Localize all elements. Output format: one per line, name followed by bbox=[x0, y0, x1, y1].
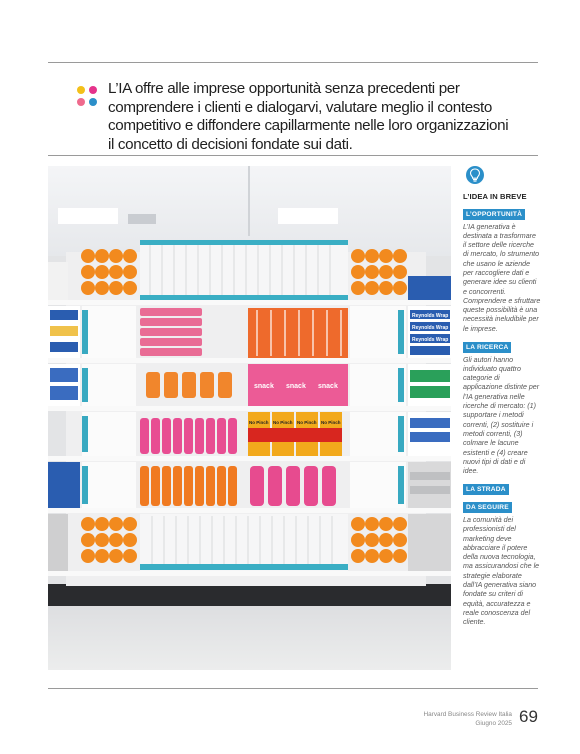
shelf-label-reynolds-2: Reynolds Wrap bbox=[412, 325, 449, 331]
footer-brand bbox=[400, 710, 512, 728]
section-text-path: La comunità dei professionisti del marketing deve abbracciare il potere della nuova tecnologia, ma assicurandosi che le strategie elaborate dall’IA generativa siano fondate su criteri di equità, accuratezza e reale conoscenza del cliente. bbox=[463, 515, 540, 627]
section-tag-research: LA RICERCA bbox=[463, 342, 511, 353]
sidebar-section-opportunity bbox=[463, 201, 541, 334]
section-tag-path-line2: DA SEGUIRE bbox=[463, 502, 512, 513]
section-tag-opportunity: L’OPPORTUNITÀ bbox=[463, 209, 525, 220]
idea-in-brief-sidebar bbox=[463, 166, 541, 627]
shelf-label-reynolds-3: Reynolds Wrap bbox=[412, 337, 449, 343]
footer-issue-date: Giugno 2025 bbox=[475, 720, 512, 727]
sidebar-section-research bbox=[463, 334, 541, 476]
shelf-label-snack-3: snack bbox=[318, 383, 338, 390]
shelf-label-nopinch-4: No Pinch bbox=[321, 420, 341, 425]
section-tag-path-line1: LA STRADA bbox=[463, 484, 509, 495]
bottom-rule bbox=[48, 688, 538, 689]
sidebar-title: L’IDEA IN BREVE bbox=[463, 192, 527, 201]
lightbulb-icon bbox=[466, 166, 484, 184]
store-shelves-photo bbox=[48, 166, 451, 670]
store-shelves-illustration bbox=[48, 166, 451, 670]
yellow-dot bbox=[77, 86, 85, 94]
shelf-label-snack-1: snack bbox=[254, 383, 274, 390]
middle-rule bbox=[48, 155, 538, 156]
shelf-label-snack-2: snack bbox=[286, 383, 306, 390]
section-text-research: Gli autori hanno individuato quattro categorie di applicazione distinte per l’IA generativa nelle ricerche di mercato: (1) supportare i metodi correnti, (2) sostituire i metodi correnti, (3) colmare le lacune esistenti e (4) creare nuovi tipi di dati e di idee. bbox=[463, 355, 540, 476]
pullquote-dots bbox=[77, 86, 99, 108]
blue-dot bbox=[89, 98, 97, 106]
shelf-label-nopinch-1: No Pinch bbox=[249, 420, 269, 425]
shelf-label-nopinch-3: No Pinch bbox=[297, 420, 317, 425]
top-rule bbox=[48, 62, 538, 63]
sidebar-section-path bbox=[463, 476, 541, 627]
magenta-dot bbox=[89, 86, 97, 94]
footer-publication: Harvard Business Review Italia bbox=[423, 711, 512, 718]
section-text-opportunity: L’IA generativa è destinata a trasformare il settore delle ricerche di mercato, lo strumento che usano le aziende per raccogliere dati e generare idee su clienti e concorrenti. Comprendere e sfruttare queste possibilità è una necessità ineludibile per le imprese. bbox=[463, 222, 541, 333]
pink-dot bbox=[77, 98, 85, 106]
pullquote-text: L’IA offre alle imprese opportunità senza precedenti per comprendere i clienti e dialogarvi, valutare meglio il contesto competitivo e diffondere capillarmente nelle loro organizzazioni il concetto di decisioni fondate sui dati. bbox=[108, 80, 509, 153]
shelf-label-nopinch-2: No Pinch bbox=[273, 420, 293, 425]
page-number: 69 bbox=[519, 707, 538, 726]
shelf-label-reynolds-1: Reynolds Wrap bbox=[412, 313, 449, 319]
